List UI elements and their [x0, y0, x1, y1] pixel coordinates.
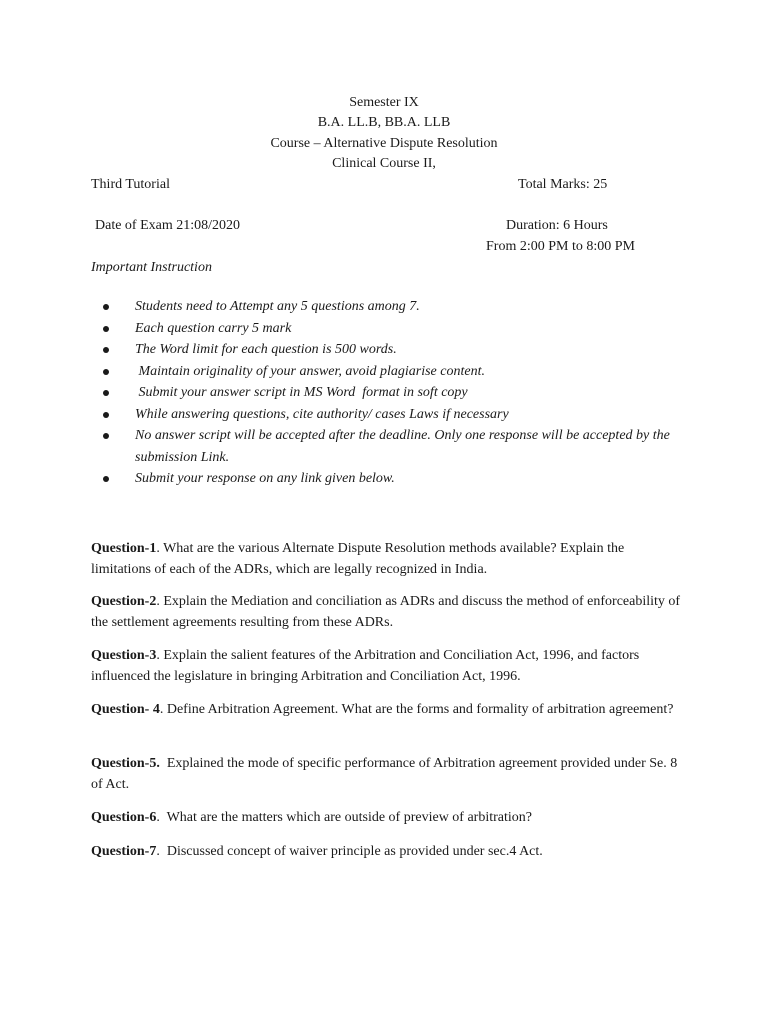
list-item: The Word limit for each question is 500 words. — [90, 339, 690, 361]
question-label: Question-5. — [91, 756, 160, 771]
instructions-heading: Important Instruction — [91, 260, 212, 275]
question-label: Question- 4 — [91, 702, 160, 717]
question-3 — [91, 646, 681, 687]
question-1 — [91, 539, 681, 580]
list-item: No answer script will be accepted after the deadline. Only one response will be accepted by the submission Link. — [90, 425, 690, 468]
list-item: Submit your answer script in MS Word format in soft copy — [90, 382, 690, 404]
exam-time: From 2:00 PM to 8:00 PM — [486, 239, 635, 254]
question-2 — [91, 592, 681, 633]
instruction-list — [90, 296, 690, 490]
question-text: . Discussed concept of waiver principle as provided under sec.4 Act. — [156, 844, 543, 859]
programme-heading: B.A. LL.B, BB.A. LLB — [317, 115, 451, 130]
question-text: . Explain the Mediation and conciliation as ADRs and discuss the method of enforceability of the settlement agreements resulting from these ADRs. — [91, 594, 681, 630]
list-item: Students need to Attempt any 5 questions among 7. — [90, 296, 690, 318]
bullet-icon — [103, 326, 109, 332]
question-label: Question-1 — [91, 541, 157, 556]
question-5 — [91, 754, 681, 795]
question-text: . What are the matters which are outside of preview of arbitration? — [156, 810, 532, 825]
bullet-icon — [103, 390, 109, 396]
list-item: While answering questions, cite authority/ cases Laws if necessary — [90, 404, 690, 426]
question-4 — [91, 700, 681, 721]
question-label: Question-6 — [91, 810, 157, 825]
question-text: . Explain the salient features of the Arbitration and Conciliation Act, 1996, and factors influenced the legislature in bringing Arbitration and Conciliation Act, 1996. — [91, 648, 640, 684]
total-marks: Total Marks: 25 — [518, 177, 608, 192]
list-item: Maintain originality of your answer, avoid plagiarise content. — [90, 361, 690, 383]
question-label: Question-7 — [91, 844, 157, 859]
duration: Duration: 6 Hours — [506, 218, 608, 233]
question-text: . What are the various Alternate Dispute Resolution methods available? Explain the limitations of each of the ADRs, which are legally recognized in India. — [91, 541, 625, 577]
list-item: Each question carry 5 mark — [90, 318, 690, 340]
tutorial-label: Third Tutorial — [91, 177, 170, 192]
question-label: Question-2 — [91, 594, 157, 609]
semester-heading: Semester IX — [349, 95, 419, 110]
bullet-icon — [103, 476, 109, 482]
date-of-exam: Date of Exam 21:08/2020 — [95, 218, 241, 233]
course-heading: Course – Alternative Dispute Resolution — [270, 136, 498, 151]
question-6 — [91, 808, 681, 829]
bullet-icon — [103, 369, 109, 375]
clinical-heading: Clinical Course II, — [332, 156, 436, 171]
list-item: Submit your response on any link given below. — [90, 468, 690, 490]
question-7 — [91, 842, 681, 863]
bullet-icon — [103, 433, 109, 439]
bullet-icon — [103, 412, 109, 418]
question-text: Explained the mode of specific performance of Arbitration agreement provided under Se. 8 of Act. — [91, 756, 681, 792]
question-label: Question-3 — [91, 648, 157, 663]
bullet-icon — [103, 304, 109, 310]
bullet-icon — [103, 347, 109, 353]
question-text: . Define Arbitration Agreement. What are the forms and formality of arbitration agreement? — [159, 702, 674, 717]
